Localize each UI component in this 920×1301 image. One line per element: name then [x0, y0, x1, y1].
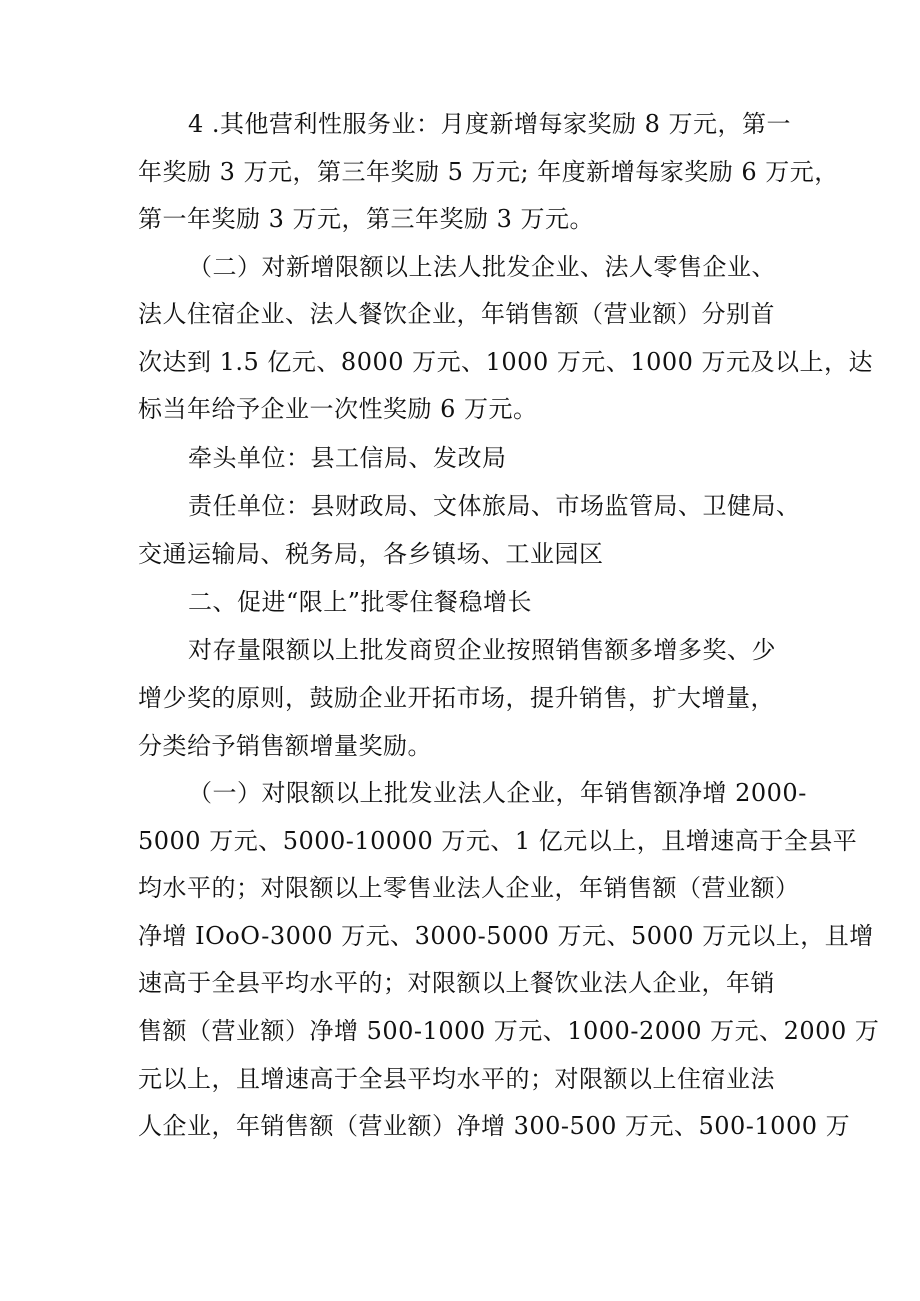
text-line: 次达到 1.5 亿元、8000 万元、1000 万元、1000 万元及以上，达 [138, 348, 874, 376]
text-line: 元以上，且增速高于全县平均水平的；对限额以上住宿业法 [138, 1065, 775, 1093]
text-line: 标当年给予企业一次性奖励 6 万元。 [138, 395, 538, 423]
text-line: （二）对新增限额以上法人批发企业、法人零售企业、 [188, 253, 776, 281]
text-line: 分类给予销售额增量奖励。 [138, 732, 432, 760]
text-line: 年奖励 3 万元，第三年奖励 5 万元; 年度新增每家奖励 6 万元， [138, 158, 839, 186]
section-heading: 二、促进“限上”批零住餐稳增长 [188, 588, 533, 616]
text-line: 均水平的；对限额以上零售业法人企业，年销售额（营业额） [138, 874, 800, 902]
text-line: 牵头单位：县工信局、发改局 [188, 444, 507, 472]
text-line: 速高于全县平均水平的；对限额以上餐饮业法人企业，年销 [138, 969, 775, 997]
text-line: 法人住宿企业、法人餐饮企业，年销售额（营业额）分别首 [138, 300, 775, 328]
text-line: 增少奖的原则，鼓励企业开拓市场，提升销售，扩大增量， [138, 684, 775, 712]
text-line: 净增 IOoO-3000 万元、3000-5000 万元、5000 万元以上，且增 [138, 922, 874, 950]
text-line: 责任单位：县财政局、文体旅局、市场监管局、卫健局、 [188, 492, 801, 520]
text-line: （一）对限额以上批发业法人企业，年销售额净增 2000- [188, 779, 807, 807]
text-line: 5000 万元、5000-10000 万元、1 亿元以上，且增速高于全县平 [138, 827, 858, 855]
text-line: 对存量限额以上批发商贸企业按照销售额多增多奖、少 [188, 636, 776, 664]
text-line: 售额（营业额）净增 500-1000 万元、1000-2000 万元、2000 万 [138, 1017, 880, 1045]
text-line: 人企业，年销售额（营业额）净增 300-500 万元、500-1000 万 [138, 1112, 851, 1140]
text-line: 第一年奖励 3 万元，第三年奖励 3 万元。 [138, 205, 595, 233]
text-line: 4 .其他营利性服务业：月度新增每家奖励 8 万元，第一 [188, 110, 792, 138]
text-line: 交通运输局、税务局，各乡镇场、工业园区 [138, 540, 604, 568]
